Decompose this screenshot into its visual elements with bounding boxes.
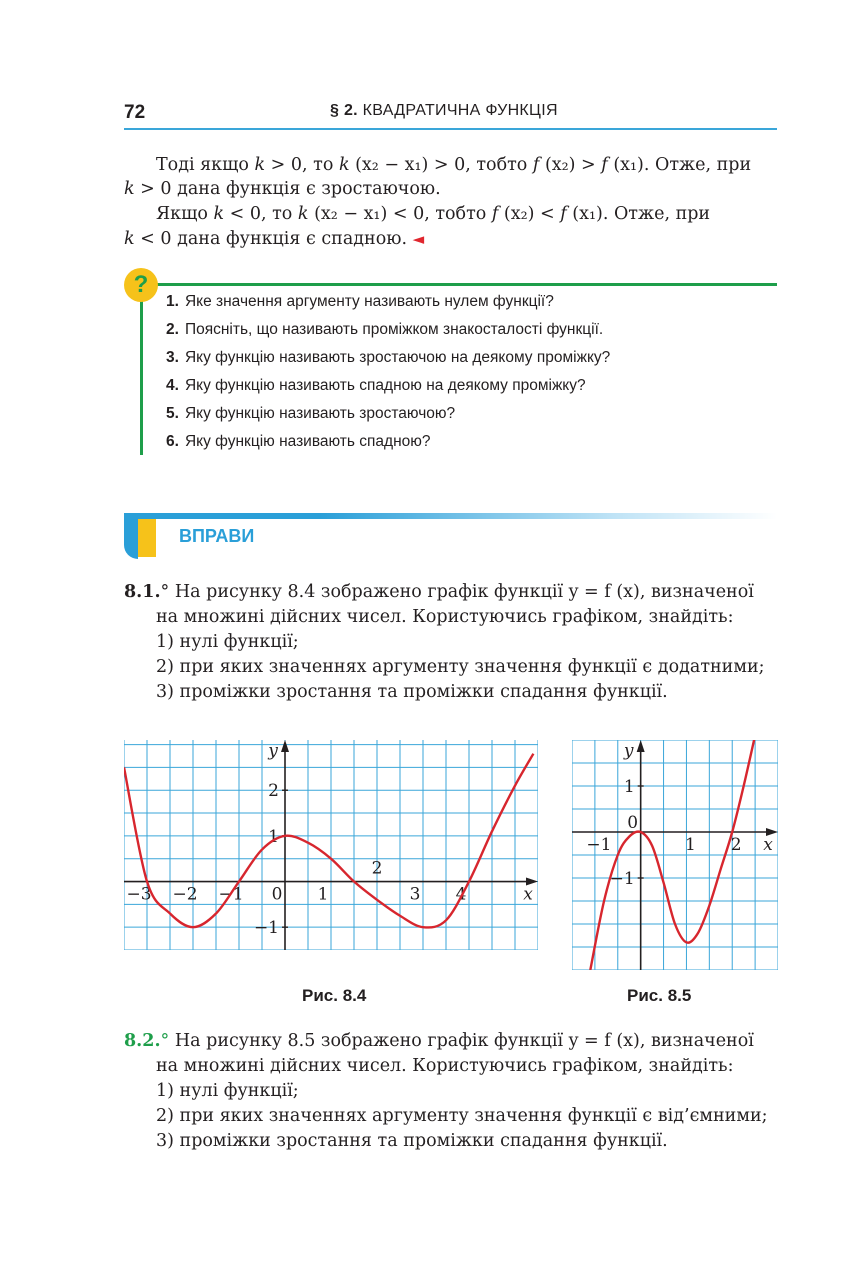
y-axis-label: y: [623, 741, 634, 761]
proof-line-4: k < 0 дана функція є спадною. ◄: [124, 229, 425, 249]
x-tick-label: −3: [126, 884, 152, 905]
x-tick-label: 2: [730, 835, 742, 855]
figure-8-5-caption: Рис. 8.5: [627, 986, 692, 1005]
x-tick-label: −2: [172, 884, 198, 905]
y-axis-arrow-icon: [637, 740, 645, 752]
question-item: 3. Яку функцію називають зростаючою на деякому проміжку?: [166, 349, 611, 366]
question-item: 4. Яку функцію називають спадною на деякому проміжку?: [166, 377, 586, 394]
figure-8-4-caption: Рис. 8.4: [302, 986, 367, 1005]
x-tick-label: 1: [685, 835, 696, 855]
x-axis-label: x: [523, 884, 533, 905]
page-number: 72: [124, 102, 146, 123]
questions-side-rule: [140, 283, 143, 455]
figure-8-4-graph: [124, 740, 538, 950]
exercise-8-2-item-1: 1) нулі функції;: [156, 1081, 299, 1101]
question-item: 5. Яку функцію називають зростаючою?: [166, 405, 456, 422]
x-tick-label-extra: 2: [371, 858, 383, 879]
section-prefix: § 2.: [330, 102, 358, 119]
y-tick-label: 1: [268, 826, 279, 847]
proof-line-3: Якщо k < 0, то k (x₂ − x₁) < 0, тобто f (x₂) < f (x₁). Отже, при: [156, 204, 711, 224]
section-title-text: КВАДРАТИЧНА ФУНКЦІЯ: [362, 102, 558, 119]
end-of-proof-icon: ◄: [412, 230, 425, 248]
question-item: 2. Поясніть, що називають проміжком знакосталості функції.: [166, 321, 604, 338]
section-title: [330, 102, 558, 120]
x-tick-label: −1: [218, 884, 244, 905]
x-tick-label: 3: [409, 884, 421, 905]
header-rule: [124, 128, 777, 130]
exercise-8-2-line-2: на множині дійсних чисел. Користуючись графіком, знайдіть:: [156, 1056, 734, 1076]
exercise-8-2-item-2: 2) при яких значеннях аргументу значення функції є від’ємними;: [156, 1106, 768, 1126]
exercise-8-1-line-2: на множині дійсних чисел. Користуючись графіком, знайдіть:: [156, 607, 734, 627]
exercise-8-2-line-1: 8.2.° На рисунку 8.5 зображено графік функції y = f (x), визначеної: [124, 1031, 754, 1051]
y-axis-label: y: [268, 741, 278, 761]
question-item: 1. Яке значення аргументу називають нулем функції?: [166, 293, 554, 310]
x-axis-label: x: [763, 835, 773, 855]
exercises-title: ВПРАВИ: [179, 526, 255, 546]
proof-line-1: Тоді якщо k > 0, то k (x₂ − x₁) > 0, тобто f (x₂) > f (x₁). Отже, при: [156, 155, 752, 175]
exercise-8-2-item-3: 3) проміжки зростання та проміжки спадання функції.: [156, 1131, 668, 1151]
y-tick-label: 1: [623, 777, 635, 797]
question-mark-icon: ?: [124, 268, 158, 302]
x-tick-label: −1: [586, 835, 612, 855]
exercise-8-1-line-1: 8.1.° На рисунку 8.4 зображено графік функції y = f (x), визначеної: [124, 582, 754, 602]
x-tick-label: 4: [455, 884, 467, 905]
exercise-8-1-item-2: 2) при яких значеннях аргументу значення функції є додатними;: [156, 657, 765, 677]
figure-8-5-graph: [572, 740, 778, 970]
exercises-tab-blue: [124, 513, 138, 559]
x-tick-label: 1: [317, 884, 329, 905]
exercise-8-1-item-1: 1) нулі функції;: [156, 632, 299, 652]
y-tick-label: −1: [609, 869, 635, 889]
questions-rule: [140, 283, 777, 286]
question-item: 6. Яку функцію називають спадною?: [166, 433, 431, 450]
y-tick-label: 2: [268, 781, 279, 802]
y-axis-arrow-icon: [281, 740, 289, 752]
exercises-banner: [124, 513, 777, 519]
proof-line-2: k > 0 дана функція є зростаючою.: [124, 179, 441, 199]
x-tick-label: 0: [271, 884, 283, 905]
exercise-8-1-item-3: 3) проміжки зростання та проміжки спадання функції.: [156, 682, 668, 702]
origin-label: 0: [627, 813, 639, 833]
y-tick-label: −1: [253, 918, 279, 939]
exercises-tab-yellow: [138, 519, 156, 557]
